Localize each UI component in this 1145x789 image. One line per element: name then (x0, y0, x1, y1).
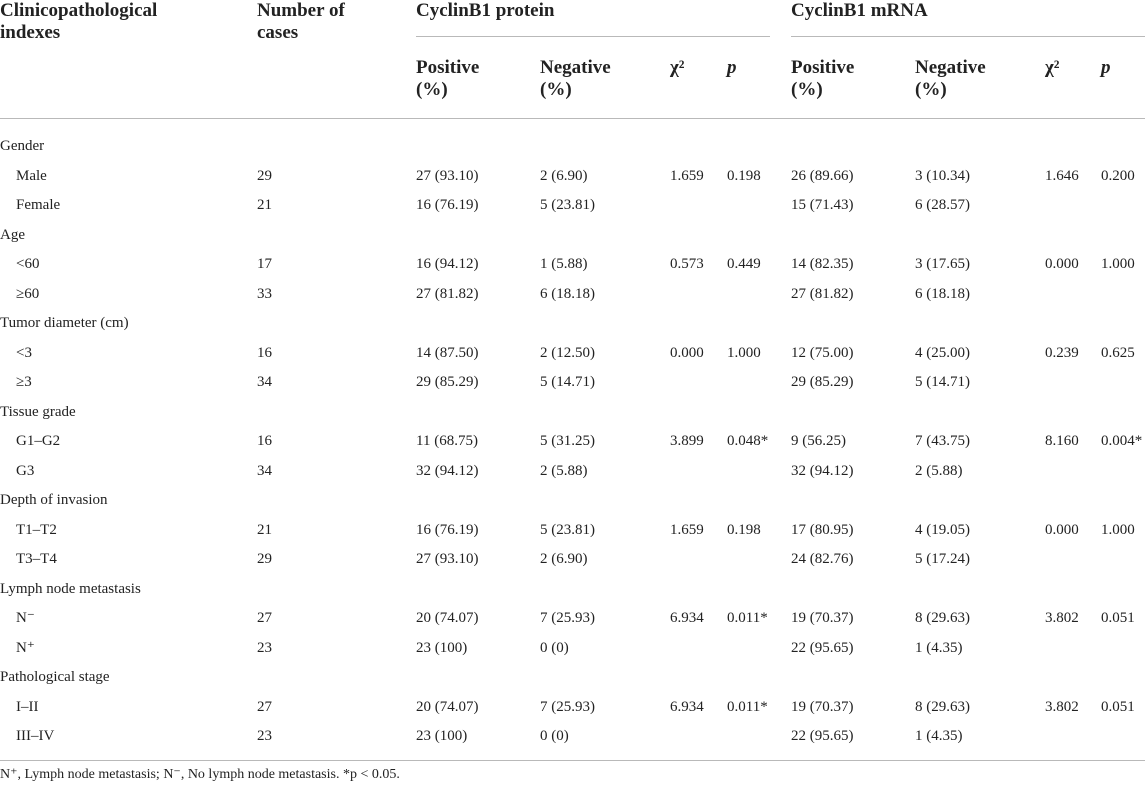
header-protein-chi: χ² (670, 57, 685, 78)
cell-mrna-negative: 3 (17.65) (915, 256, 970, 272)
cell-protein-p: 1.000 (727, 345, 761, 361)
cell-protein-chi: 3.899 (670, 433, 704, 449)
header-mrna-chi: χ² (1045, 57, 1060, 78)
cell-mrna-positive: 12 (75.00) (791, 345, 854, 361)
cell-protein-positive: 20 (74.07) (416, 610, 479, 626)
cell-mrna-chi: 1.646 (1045, 168, 1079, 184)
group-label: Pathological stage (0, 669, 110, 685)
table-bottom-rule (0, 760, 1145, 761)
cell-protein-chi: 0.000 (670, 345, 704, 361)
cell-mrna-positive: 17 (80.95) (791, 522, 854, 538)
cell-mrna-chi: 8.160 (1045, 433, 1079, 449)
cell-number-of-cases: 23 (257, 728, 272, 744)
cell-mrna-positive: 26 (89.66) (791, 168, 854, 184)
cell-mrna-negative: 5 (17.24) (915, 551, 970, 567)
cell-mrna-negative: 1 (4.35) (915, 728, 963, 744)
cell-label: Male (16, 168, 47, 184)
cell-mrna-negative: 1 (4.35) (915, 640, 963, 656)
cell-mrna-p: 1.000 (1101, 256, 1135, 272)
cell-protein-negative: 2 (6.90) (540, 168, 588, 184)
cell-protein-negative: 6 (18.18) (540, 286, 595, 302)
table-footnote: N⁺, Lymph node metastasis; N⁻, No lymph node metastasis. *p < 0.05. (0, 767, 400, 782)
cell-mrna-negative: 2 (5.88) (915, 463, 963, 479)
cell-protein-p: 0.198 (727, 522, 761, 538)
header-number-of-cases: Number of cases (257, 0, 345, 43)
cell-mrna-negative: 8 (29.63) (915, 699, 970, 715)
cell-mrna-negative: 4 (19.05) (915, 522, 970, 538)
cell-mrna-negative: 8 (29.63) (915, 610, 970, 626)
cell-protein-positive: 14 (87.50) (416, 345, 479, 361)
header-cyclinb1-protein: CyclinB1 protein (416, 0, 555, 21)
header-protein-negative: Negative (%) (540, 57, 611, 100)
cell-mrna-positive: 22 (95.65) (791, 640, 854, 656)
cell-mrna-chi: 0.000 (1045, 256, 1079, 272)
cell-protein-chi: 6.934 (670, 610, 704, 626)
cell-mrna-positive: 24 (82.76) (791, 551, 854, 567)
cell-protein-positive: 23 (100) (416, 728, 468, 744)
header-cyclinb1-mrna: CyclinB1 mRNA (791, 0, 928, 21)
cell-label: ≥60 (16, 286, 40, 302)
cell-number-of-cases: 21 (257, 197, 272, 213)
cell-protein-chi: 1.659 (670, 168, 704, 184)
cell-mrna-negative: 7 (43.75) (915, 433, 970, 449)
header-mrna-negative: Negative (%) (915, 57, 986, 100)
cell-label: G1–G2 (16, 433, 61, 449)
cell-protein-positive: 16 (76.19) (416, 522, 479, 538)
cell-protein-negative: 5 (14.71) (540, 374, 595, 390)
header-mrna-p: p (1101, 57, 1111, 78)
cell-mrna-positive: 29 (85.29) (791, 374, 854, 390)
cell-mrna-p: 1.000 (1101, 522, 1135, 538)
group-label: Lymph node metastasis (0, 581, 141, 597)
cell-mrna-chi: 0.239 (1045, 345, 1079, 361)
cell-number-of-cases: 17 (257, 256, 272, 272)
cell-label: T1–T2 (16, 522, 57, 538)
cell-mrna-positive: 22 (95.65) (791, 728, 854, 744)
cell-protein-positive: 20 (74.07) (416, 699, 479, 715)
cell-protein-positive: 32 (94.12) (416, 463, 479, 479)
cell-label: <3 (16, 345, 32, 361)
cell-label: N⁺ (16, 640, 35, 656)
cell-label: Female (16, 197, 61, 213)
header-mrna-positive: Positive (%) (791, 57, 855, 100)
cell-protein-chi: 6.934 (670, 699, 704, 715)
cell-number-of-cases: 34 (257, 374, 272, 390)
cell-label: ≥3 (16, 374, 32, 390)
header-protein-positive: Positive (%) (416, 57, 480, 100)
cell-protein-negative: 7 (25.93) (540, 699, 595, 715)
cell-protein-negative: 2 (6.90) (540, 551, 588, 567)
cell-number-of-cases: 21 (257, 522, 272, 538)
group-label: Tumor diameter (cm) (0, 315, 129, 331)
cell-protein-positive: 27 (81.82) (416, 286, 479, 302)
cell-protein-p: 0.011* (727, 610, 768, 626)
cell-label: III–IV (16, 728, 55, 744)
cell-mrna-p: 0.004* (1101, 433, 1143, 449)
cell-label: N⁻ (16, 610, 35, 626)
cell-protein-positive: 16 (76.19) (416, 197, 479, 213)
cell-mrna-chi: 3.802 (1045, 699, 1079, 715)
cell-number-of-cases: 33 (257, 286, 272, 302)
cell-mrna-chi: 0.000 (1045, 522, 1079, 538)
cell-mrna-positive: 15 (71.43) (791, 197, 854, 213)
cell-protein-p: 0.198 (727, 168, 761, 184)
cell-mrna-negative: 6 (18.18) (915, 286, 970, 302)
cell-number-of-cases: 27 (257, 610, 272, 626)
cell-mrna-positive: 19 (70.37) (791, 699, 854, 715)
cell-label: G3 (16, 463, 35, 479)
header-clinicopathological: Clinicopathological indexes (0, 0, 158, 43)
group-label: Depth of invasion (0, 492, 108, 508)
group-label: Age (0, 227, 25, 243)
cell-mrna-positive: 27 (81.82) (791, 286, 854, 302)
cell-number-of-cases: 29 (257, 551, 272, 567)
cell-protein-negative: 5 (23.81) (540, 522, 595, 538)
cell-label: <60 (16, 256, 40, 272)
cell-protein-negative: 5 (31.25) (540, 433, 595, 449)
cell-protein-positive: 27 (93.10) (416, 551, 479, 567)
cell-mrna-negative: 6 (28.57) (915, 197, 970, 213)
cell-protein-chi: 0.573 (670, 256, 704, 272)
cell-protein-positive: 27 (93.10) (416, 168, 479, 184)
cell-mrna-p: 0.625 (1101, 345, 1135, 361)
cell-number-of-cases: 34 (257, 463, 272, 479)
cell-protein-positive: 23 (100) (416, 640, 468, 656)
cell-number-of-cases: 27 (257, 699, 272, 715)
cell-number-of-cases: 16 (257, 345, 272, 361)
cell-mrna-negative: 5 (14.71) (915, 374, 970, 390)
cell-protein-p: 0.011* (727, 699, 768, 715)
cell-protein-negative: 0 (0) (540, 640, 569, 656)
cell-number-of-cases: 16 (257, 433, 272, 449)
cell-label: I–II (16, 699, 39, 715)
cell-protein-negative: 2 (12.50) (540, 345, 595, 361)
cell-protein-positive: 16 (94.12) (416, 256, 479, 272)
group-label: Tissue grade (0, 404, 76, 420)
cell-mrna-p: 0.051 (1101, 610, 1135, 626)
cell-protein-negative: 7 (25.93) (540, 610, 595, 626)
cell-protein-negative: 2 (5.88) (540, 463, 588, 479)
cell-mrna-p: 0.051 (1101, 699, 1135, 715)
header-protein-p: p (727, 57, 737, 78)
cell-protein-negative: 5 (23.81) (540, 197, 595, 213)
cell-mrna-negative: 3 (10.34) (915, 168, 970, 184)
cell-protein-p: 0.048* (727, 433, 769, 449)
cell-mrna-positive: 9 (56.25) (791, 433, 846, 449)
cell-number-of-cases: 29 (257, 168, 272, 184)
group-label: Gender (0, 138, 45, 154)
cell-mrna-p: 0.200 (1101, 168, 1135, 184)
cell-protein-positive: 29 (85.29) (416, 374, 479, 390)
cell-protein-negative: 1 (5.88) (540, 256, 588, 272)
cell-mrna-negative: 4 (25.00) (915, 345, 970, 361)
cell-number-of-cases: 23 (257, 640, 272, 656)
cell-label: T3–T4 (16, 551, 57, 567)
cell-mrna-positive: 19 (70.37) (791, 610, 854, 626)
cell-protein-chi: 1.659 (670, 522, 704, 538)
cell-mrna-chi: 3.802 (1045, 610, 1079, 626)
cell-mrna-positive: 14 (82.35) (791, 256, 854, 272)
cell-mrna-positive: 32 (94.12) (791, 463, 854, 479)
cell-protein-p: 0.449 (727, 256, 761, 272)
cell-protein-positive: 11 (68.75) (416, 433, 478, 449)
cell-protein-negative: 0 (0) (540, 728, 569, 744)
